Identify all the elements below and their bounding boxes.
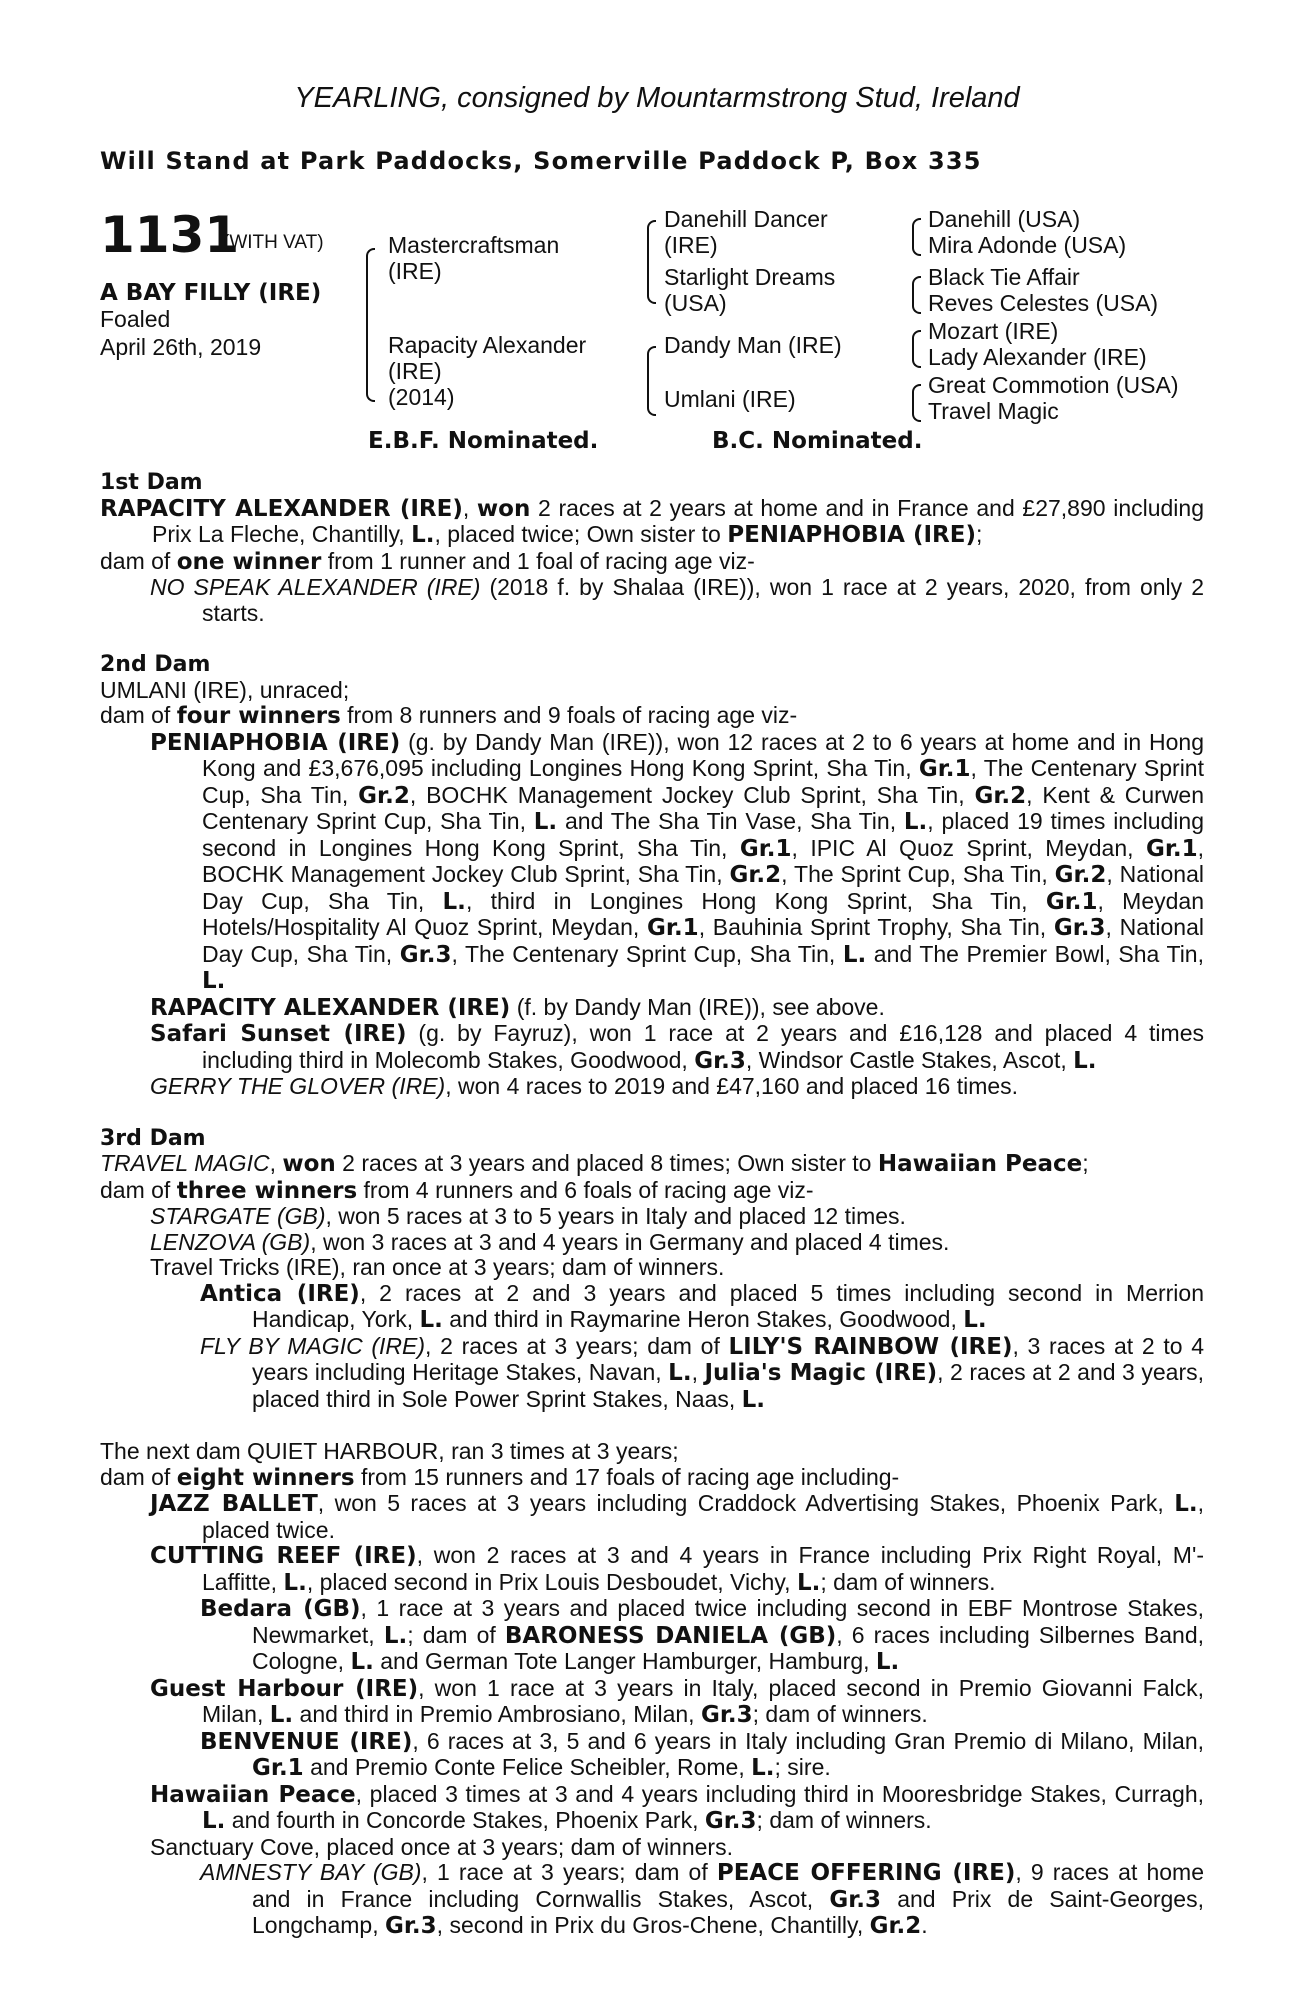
produce-entry — [100, 1334, 1204, 1414]
text-run: , 2 races at 2 and 3 years, placed third in Sole Power Sprint Stakes, Naas, — [252, 1359, 1205, 1412]
bold-text: Gr.1 — [739, 835, 792, 862]
text-run: and The Sha Tin Vase, Sha Tin, — [557, 808, 904, 834]
text-run: , second in Prix du Gros-Chene, Chantilly, — [436, 1912, 870, 1938]
text-run: , BOCHK Management Jockey Club Sprint, Sha Tin, — [409, 781, 975, 808]
bold-text: L. — [1174, 1491, 1198, 1517]
text-run: and The Premier Bowl, Sha Tin, — [866, 940, 1204, 967]
text-run: from 4 runners and 6 foals of racing age viz- — [357, 1176, 814, 1203]
bold-text: L. — [202, 968, 226, 994]
sire-sire-country: (IRE) — [664, 232, 718, 258]
bold-text: Gr.1 — [1145, 835, 1198, 862]
text-run: ; dam of winners. — [752, 1701, 928, 1727]
bold-text: L. — [533, 809, 558, 835]
pedigree-brace — [912, 276, 921, 314]
text-run: dam of — [100, 1463, 177, 1490]
text-run: , 6 races at 3, 5 and 6 years in Italy including Gran Premio di Milano, Milan, — [412, 1727, 1205, 1754]
bold-text: L. — [668, 1360, 692, 1386]
produce-entry — [100, 1255, 1204, 1281]
text-run: , won 5 races at 3 years including Craddock Advertising Stakes, Phoenix Park, — [317, 1490, 1175, 1516]
stand-location: Will Stand at Park Paddocks, Somerville Paddock P, Box 335 — [100, 147, 982, 175]
bold-text: Gr.2 — [869, 1913, 922, 1939]
produce-entry — [100, 1021, 1204, 1074]
bold-text: Gr.3 — [700, 1702, 753, 1728]
bold-text: eight winners — [176, 1464, 355, 1491]
bold-text: Safari Sunset (IRE) — [150, 1021, 407, 1047]
text-run: Sanctuary Cove, placed once at 3 years; dam of winners. — [150, 1833, 733, 1860]
produce-entry — [100, 703, 1204, 730]
text-run: dam of — [100, 702, 177, 728]
produce-entry — [100, 1074, 1204, 1100]
text-run: , The Sprint Cup, Sha Tin, — [781, 861, 1055, 887]
bold-text: Gr.2 — [729, 862, 782, 888]
text-run: dam of — [100, 547, 177, 574]
ssd: Mira Adonde (USA) — [928, 232, 1127, 258]
pedigree-brace — [647, 346, 656, 416]
bold-text: L. — [842, 941, 867, 968]
bold-text: CUTTING REEF (IRE) — [150, 1543, 417, 1569]
bold-text: L. — [269, 1702, 294, 1728]
text-run: , Bauhinia Sprint Trophy, Sha Tin, — [698, 914, 1054, 940]
text-run: and Premio Conte Felice Scheibler, Rome, — [303, 1754, 752, 1780]
text-run: , 1 race at 3 years and placed twice including second in EBF Montrose Stakes, Newmarket, — [252, 1595, 1204, 1648]
lot-number: 1131 — [100, 206, 240, 264]
bold-text: BARONESS DANIELA (GB) — [504, 1622, 837, 1649]
foaled-label: Foaled — [100, 306, 171, 332]
section-gap — [100, 1100, 1204, 1126]
sire-country: (IRE) — [388, 258, 442, 284]
italic-text: FLY BY MAGIC (IRE) — [200, 1332, 426, 1359]
text-run: , placed twice. — [202, 1490, 1205, 1543]
text-run: , 6 races including Silbernes Band, Cologne, — [252, 1621, 1205, 1674]
sire-dam-country: (USA) — [664, 290, 727, 316]
consignment-line: YEARLING, consigned by Mountarmstrong Stud, Ireland — [294, 82, 1020, 114]
text-run: and Prix de Saint-Georges, Longchamp, — [252, 1885, 1204, 1938]
text-run: , placed twice; Own sister to — [434, 521, 728, 547]
bold-text: L. — [411, 522, 435, 548]
text-run: , won 3 races at 3 and 4 years in Germany and placed 4 times. — [310, 1228, 950, 1255]
produce-entry — [100, 1596, 1204, 1676]
bold-text: Gr.3 — [399, 941, 452, 968]
text-run: ; — [1082, 1150, 1089, 1176]
bold-text: PENIAPHOBIA (IRE) — [727, 522, 976, 548]
text-run: ; dam of winners. — [756, 1807, 932, 1833]
text-run: , won 1 race at 3 years in Italy, placed second in Premio Giovanni Falck, Milan, — [202, 1674, 1205, 1727]
text-run: , placed 3 times at 3 and 4 years including third in Mooresbridge Stakes, Curragh, — [355, 1780, 1204, 1807]
text-run: , — [691, 1359, 705, 1385]
section-heading: 3rd Dam — [100, 1125, 206, 1151]
produce-entry — [100, 1860, 1204, 1940]
text-run: , third in Longines Hong Kong Sprint, Sha Tin, — [465, 887, 1046, 914]
text-run: , placed second in Prix Louis Desboudet, Vichy, — [306, 1568, 797, 1595]
text-run: , The Centenary Sprint Cup, Sha Tin, — [451, 940, 843, 967]
dam-name: Rapacity Alexander — [388, 332, 587, 358]
text-run: , placed 19 times including second in Longines Hong Kong Sprint, Sha Tin, — [202, 808, 1204, 861]
text-run: from 15 runners and 17 foals of racing age including- — [354, 1463, 900, 1490]
italic-text: STARGATE (GB) — [150, 1203, 326, 1229]
bold-text: one winner — [176, 548, 322, 575]
bc-nominated: B.C. Nominated. — [712, 428, 923, 454]
sds: Black Tie Affair — [928, 264, 1080, 290]
produce-entry — [100, 1178, 1204, 1205]
produce-entry — [100, 549, 1204, 576]
bold-text: won — [282, 1151, 336, 1177]
produce-entry — [100, 575, 1204, 626]
text-run: and fourth in Concorde Stakes, Phoenix Park, — [225, 1807, 705, 1833]
bold-text: Julia's Magic (IRE) — [704, 1360, 938, 1386]
bold-text: Gr.2 — [358, 782, 410, 809]
bold-text: won — [476, 495, 531, 522]
produce-entry — [100, 1465, 1204, 1492]
produce-entry — [100, 678, 1204, 704]
text-run: ; sire. — [774, 1754, 831, 1780]
bold-text: three winners — [176, 1177, 358, 1204]
pedigree-brace — [912, 330, 921, 368]
dam-sire: Dandy Man (IRE) — [664, 332, 842, 358]
text-run: UMLANI (IRE), unraced; — [100, 676, 350, 703]
bold-text: LILY'S RAINBOW (IRE) — [728, 1333, 1013, 1360]
text-run: , Kent & Curwen Centenary Sprint Cup, Sha Tin, — [202, 781, 1205, 834]
foaled-date: April 26th, 2019 — [100, 334, 262, 360]
text-run: Travel Tricks (IRE), ran once at 3 years; dam of winners. — [150, 1254, 725, 1280]
pedigree-brace — [366, 248, 375, 402]
italic-text: GERRY THE GLOVER (IRE) — [150, 1073, 446, 1099]
text-run: and third in Premio Ambrosiano, Milan, — [293, 1701, 701, 1727]
sire-name: Mastercraftsman — [388, 232, 560, 258]
bold-text: L. — [751, 1755, 775, 1781]
produce-entry — [100, 1151, 1204, 1178]
dam-dam: Umlani (IRE) — [664, 386, 796, 412]
text-run: , 1 race at 3 years; dam of — [421, 1859, 717, 1885]
text-run: dam of — [100, 1176, 177, 1203]
text-run: , 9 races at home and in France including Cornwallis Stakes, Ascot, — [252, 1859, 1205, 1912]
text-run: and German Tote Langer Hamburger, Hamburg, — [373, 1648, 876, 1674]
text-run: , The Centenary Sprint Cup, Sha Tin, — [202, 755, 1204, 808]
text-run: . — [921, 1912, 928, 1938]
sdd: Reves Celestes (USA) — [928, 290, 1159, 316]
bold-text: Antica (IRE) — [200, 1280, 360, 1307]
text-run: ; — [975, 521, 983, 547]
produce-entry — [100, 1676, 1204, 1729]
bold-text: four winners — [176, 703, 341, 729]
bold-text: L. — [875, 1649, 900, 1675]
text-run: ; dam of winners. — [820, 1568, 996, 1595]
text-run: 2 races at 3 years and placed 8 times; Own sister to — [335, 1150, 878, 1176]
text-run: , won 4 races to 2019 and £47,160 and placed 16 times. — [445, 1073, 1019, 1099]
bold-text: Gr.3 — [704, 1808, 757, 1834]
produce-entry — [100, 1491, 1204, 1543]
bold-text: Gr.1 — [647, 915, 699, 941]
produce-entry — [100, 1782, 1204, 1835]
bold-text: Gr.1 — [918, 756, 971, 782]
bold-text: Hawaiian Peace — [877, 1151, 1083, 1177]
sss: Danehill (USA) — [928, 206, 1081, 232]
sire-dam: Starlight Dreams — [664, 264, 836, 290]
text-run: , won 2 races at 3 and 4 years in France including Prix Right Royal, M'-Laffitte, — [202, 1542, 1205, 1595]
text-run: (g. by Fayruz), won 1 race at 2 years and £16,128 and placed 4 times including third in Molecomb Stakes, Goodwood, — [202, 1020, 1204, 1073]
dds: Great Commotion (USA) — [928, 372, 1179, 398]
italic-text: AMNESTY BAY (GB) — [200, 1859, 422, 1885]
text-run: , won 5 races at 3 to 5 years in Italy and placed 12 times. — [325, 1203, 906, 1229]
produce-entry — [100, 1230, 1204, 1256]
text-run: 2 races at 2 years at home and in France and £27,890 including Prix La Fleche, Chantilly, — [152, 494, 1204, 547]
bold-text: Gr.3 — [694, 1047, 746, 1074]
vat-label: (WITH VAT) — [223, 232, 324, 253]
bold-text: Gr.1 — [1045, 888, 1098, 915]
bold-text: Gr.1 — [252, 1755, 304, 1781]
text-run: , 2 races at 3 years; dam of — [425, 1332, 729, 1359]
produce-entry — [100, 1835, 1204, 1861]
produce-entry — [100, 1543, 1204, 1596]
bold-text: Gr.3 — [1053, 915, 1106, 941]
text-run: , — [269, 1150, 283, 1176]
dam-country: (IRE) — [388, 358, 442, 384]
section-gap — [100, 626, 1204, 652]
bold-text: Gr.3 — [829, 1886, 882, 1913]
text-run: , IPIC Al Quoz Sprint, Meydan, — [791, 834, 1146, 861]
bold-text: Hawaiian Peace — [150, 1781, 356, 1808]
bold-text: L. — [383, 1622, 408, 1649]
dam-year: (2014) — [388, 384, 455, 410]
text-run: , National Day Cup, Sha Tin, — [202, 914, 1205, 967]
bold-text: PENIAPHOBIA (IRE) — [150, 729, 401, 756]
ebf-nominated: E.B.F. Nominated. — [368, 428, 599, 454]
text-run: (2018 f. by Shalaa (IRE)), won 1 race at 2 years, 2020, from only 2 starts. — [202, 574, 1204, 626]
bold-text: Gr.2 — [1054, 862, 1107, 888]
produce-entry — [100, 1281, 1204, 1334]
bold-text: L. — [350, 1649, 374, 1675]
bold-text: RAPACITY ALEXANDER (IRE) — [100, 495, 463, 522]
produce-record — [100, 470, 1204, 1940]
horse-name: A BAY FILLY (IRE) — [100, 280, 322, 306]
text-run: , Meydan Hotels/Hospitality Al Quoz Sprint, Meydan, — [202, 887, 1205, 940]
bold-text: L. — [903, 809, 928, 835]
bold-text: Gr.2 — [974, 782, 1027, 809]
text-run: The next dam QUIET HARBOUR, ran 3 times at 3 years; — [100, 1438, 679, 1464]
dss: Mozart (IRE) — [928, 318, 1059, 344]
bold-text: L. — [741, 1386, 766, 1413]
bold-text: Guest Harbour (IRE) — [150, 1675, 419, 1702]
pedigree-brace — [912, 218, 921, 256]
text-run: and third in Raymarine Heron Stakes, Goodwood, — [442, 1306, 964, 1332]
bold-text: L. — [796, 1569, 821, 1596]
text-run: , National Day Cup, Sha Tin, — [202, 861, 1204, 914]
bold-text: L. — [419, 1307, 443, 1333]
section-heading: 1st Dam — [100, 470, 203, 495]
text-run: from 8 runners and 9 foals of racing age viz- — [340, 702, 798, 728]
produce-entry — [100, 995, 1204, 1022]
bold-text: L. — [283, 1569, 307, 1596]
produce-entry — [100, 1729, 1204, 1782]
bold-text: Bedara (GB) — [200, 1596, 361, 1622]
ddd: Travel Magic — [928, 398, 1059, 424]
bold-text: L. — [442, 888, 466, 915]
section-heading: 2nd Dam — [100, 652, 211, 677]
produce-entry — [100, 496, 1204, 549]
text-run: , Windsor Castle Stakes, Ascot, — [745, 1046, 1074, 1073]
italic-text: NO SPEAK ALEXANDER (IRE) — [150, 574, 481, 600]
bold-text: BENVENUE (IRE) — [200, 1728, 413, 1755]
text-run: , — [462, 494, 477, 521]
pedigree-brace — [912, 384, 921, 422]
produce-entry — [100, 730, 1204, 995]
produce-entry — [100, 1204, 1204, 1230]
bold-text: JAZZ BALLET — [150, 1491, 318, 1517]
bold-text: L. — [1073, 1047, 1097, 1074]
section-gap — [100, 1413, 1204, 1439]
text-run: from 1 runner and 1 foal of racing age viz- — [321, 547, 755, 574]
text-run: ; dam of — [407, 1621, 505, 1648]
text-run: , BOCHK Management Jockey Club Sprint, Sha Tin, — [202, 834, 1205, 887]
text-run: (f. by Dandy Man (IRE)), see above. — [510, 993, 885, 1020]
text-run: (g. by Dandy Man (IRE)), won 12 races at 2 to 6 years at home and in Hong Kong and £3,676,095 including Longines Hong Kong Sprint, Sha Tin, — [202, 728, 1205, 781]
sire-sire: Danehill Dancer — [664, 206, 828, 232]
italic-text: LENZOVA (GB) — [150, 1228, 311, 1255]
bold-text: Gr.3 — [384, 1913, 437, 1939]
text-run: , 2 races at 2 and 3 years and placed 5 times including second in Merrion Handicap, York, — [252, 1279, 1204, 1332]
bold-text: PEACE OFFERING (IRE) — [716, 1860, 1016, 1886]
bold-text: L. — [963, 1307, 987, 1333]
produce-entry — [100, 1439, 1204, 1465]
pedigree-brace — [647, 220, 656, 304]
bold-text: RAPACITY ALEXANDER (IRE) — [150, 994, 511, 1021]
text-run: , 3 races at 2 to 4 years including Heritage Stakes, Navan, — [252, 1332, 1204, 1385]
dsd: Lady Alexander (IRE) — [928, 344, 1147, 370]
bold-text: L. — [202, 1808, 226, 1834]
italic-text: TRAVEL MAGIC — [100, 1150, 270, 1176]
